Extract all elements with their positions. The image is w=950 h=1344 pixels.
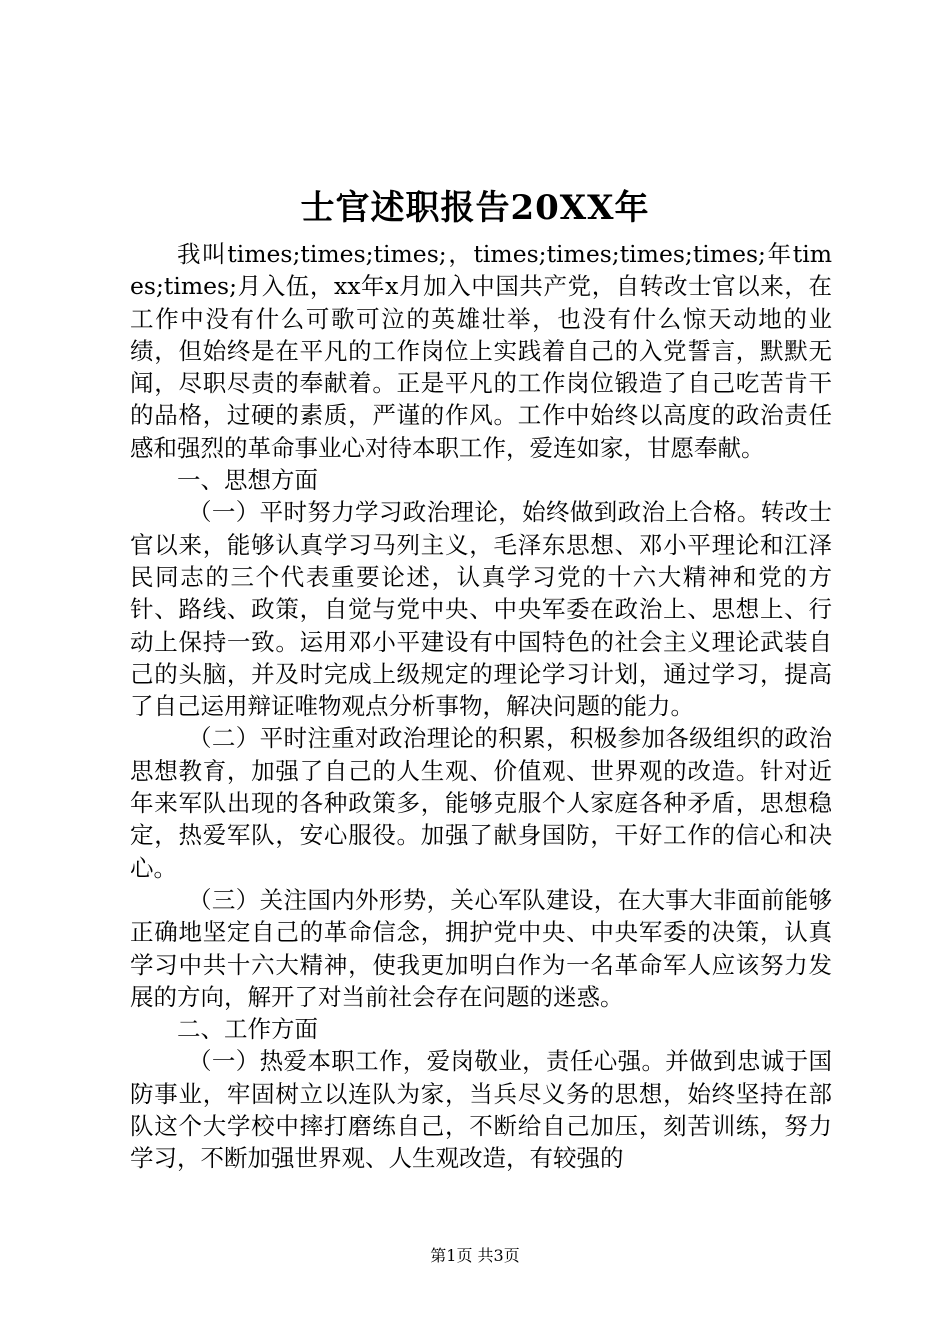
thought-paragraph-2: （二）平时注重对政治理论的积累，积极参加各级组织的政治思想教育，加强了自己的人生观、价值观、世界观的改造。针对近年来军队出现的各种政策多，能够克服个人家庭各种矛盾，思想稳定，热爱军队，安心服役。加强了献身国防，干好工作的信心和决心。 — [130, 724, 832, 882]
section-heading-work: 二、工作方面 — [177, 1015, 318, 1044]
work-paragraph-1: （一）热爱本职工作，爱岗敬业，责任心强。并做到忠诚于国防事业，牢固树立以连队为家，当兵尽义务的思想，始终坚持在部队这个大学校中摔打磨练自己，不断给自己加压，刻苦训练，努力学习，不断加强世界观、人生观改造，有较强的 — [130, 1047, 832, 1173]
intro-paragraph: 我叫times;times;times;，times;times;times;times;年times;times;月入伍，xx年x月加入中国共产党，自转改士官以来，在工作中没有什么可歌可泣的英雄壮举，也没有什么惊天动地的业绩，但始终是在平凡的工作岗位上实践着自己的入党誓言，默默无闻，尽职尽责的奉献着。正是平凡的工作岗位锻造了自己吃苦肯干的品格，过硬的素质，严谨的作风。工作中始终以高度的政治责任感和强烈的革命事业心对待本职工作，爱连如家，甘愿奉献。 — [130, 240, 832, 462]
page-footer: 第1页 共3页 — [430, 1246, 520, 1265]
thought-paragraph-1: （一）平时努力学习政治理论，始终做到政治上合格。转改士官以来，能够认真学习马列主义，毛泽东思想、邓小平理论和江泽民同志的三个代表重要论述，认真学习党的十六大精神和党的方针、路线、政策，自觉与党中央、中央军委在政治上、思想上、行动上保持一致。运用邓小平建设有中国特色的社会主义理论武装自己的头脑，并及时完成上级规定的理论学习计划，通过学习，提高了自己运用辩证唯物观点分析事物，解决问题的能力。 — [130, 498, 832, 721]
section-heading-thought: 一、思想方面 — [177, 466, 318, 495]
thought-paragraph-3: （三）关注国内外形势，关心军队建设，在大事大非面前能够正确地坚定自己的革命信念，拥护党中央、中央军委的决策，认真学习中共十六大精神，使我更加明白作为一名革命军人应该努力发展的方向，解开了对当前社会存在问题的迷惑。 — [130, 885, 832, 1011]
document-title: 士官述职报告20XX年 — [300, 188, 650, 228]
document-body — [130, 238, 832, 1175]
